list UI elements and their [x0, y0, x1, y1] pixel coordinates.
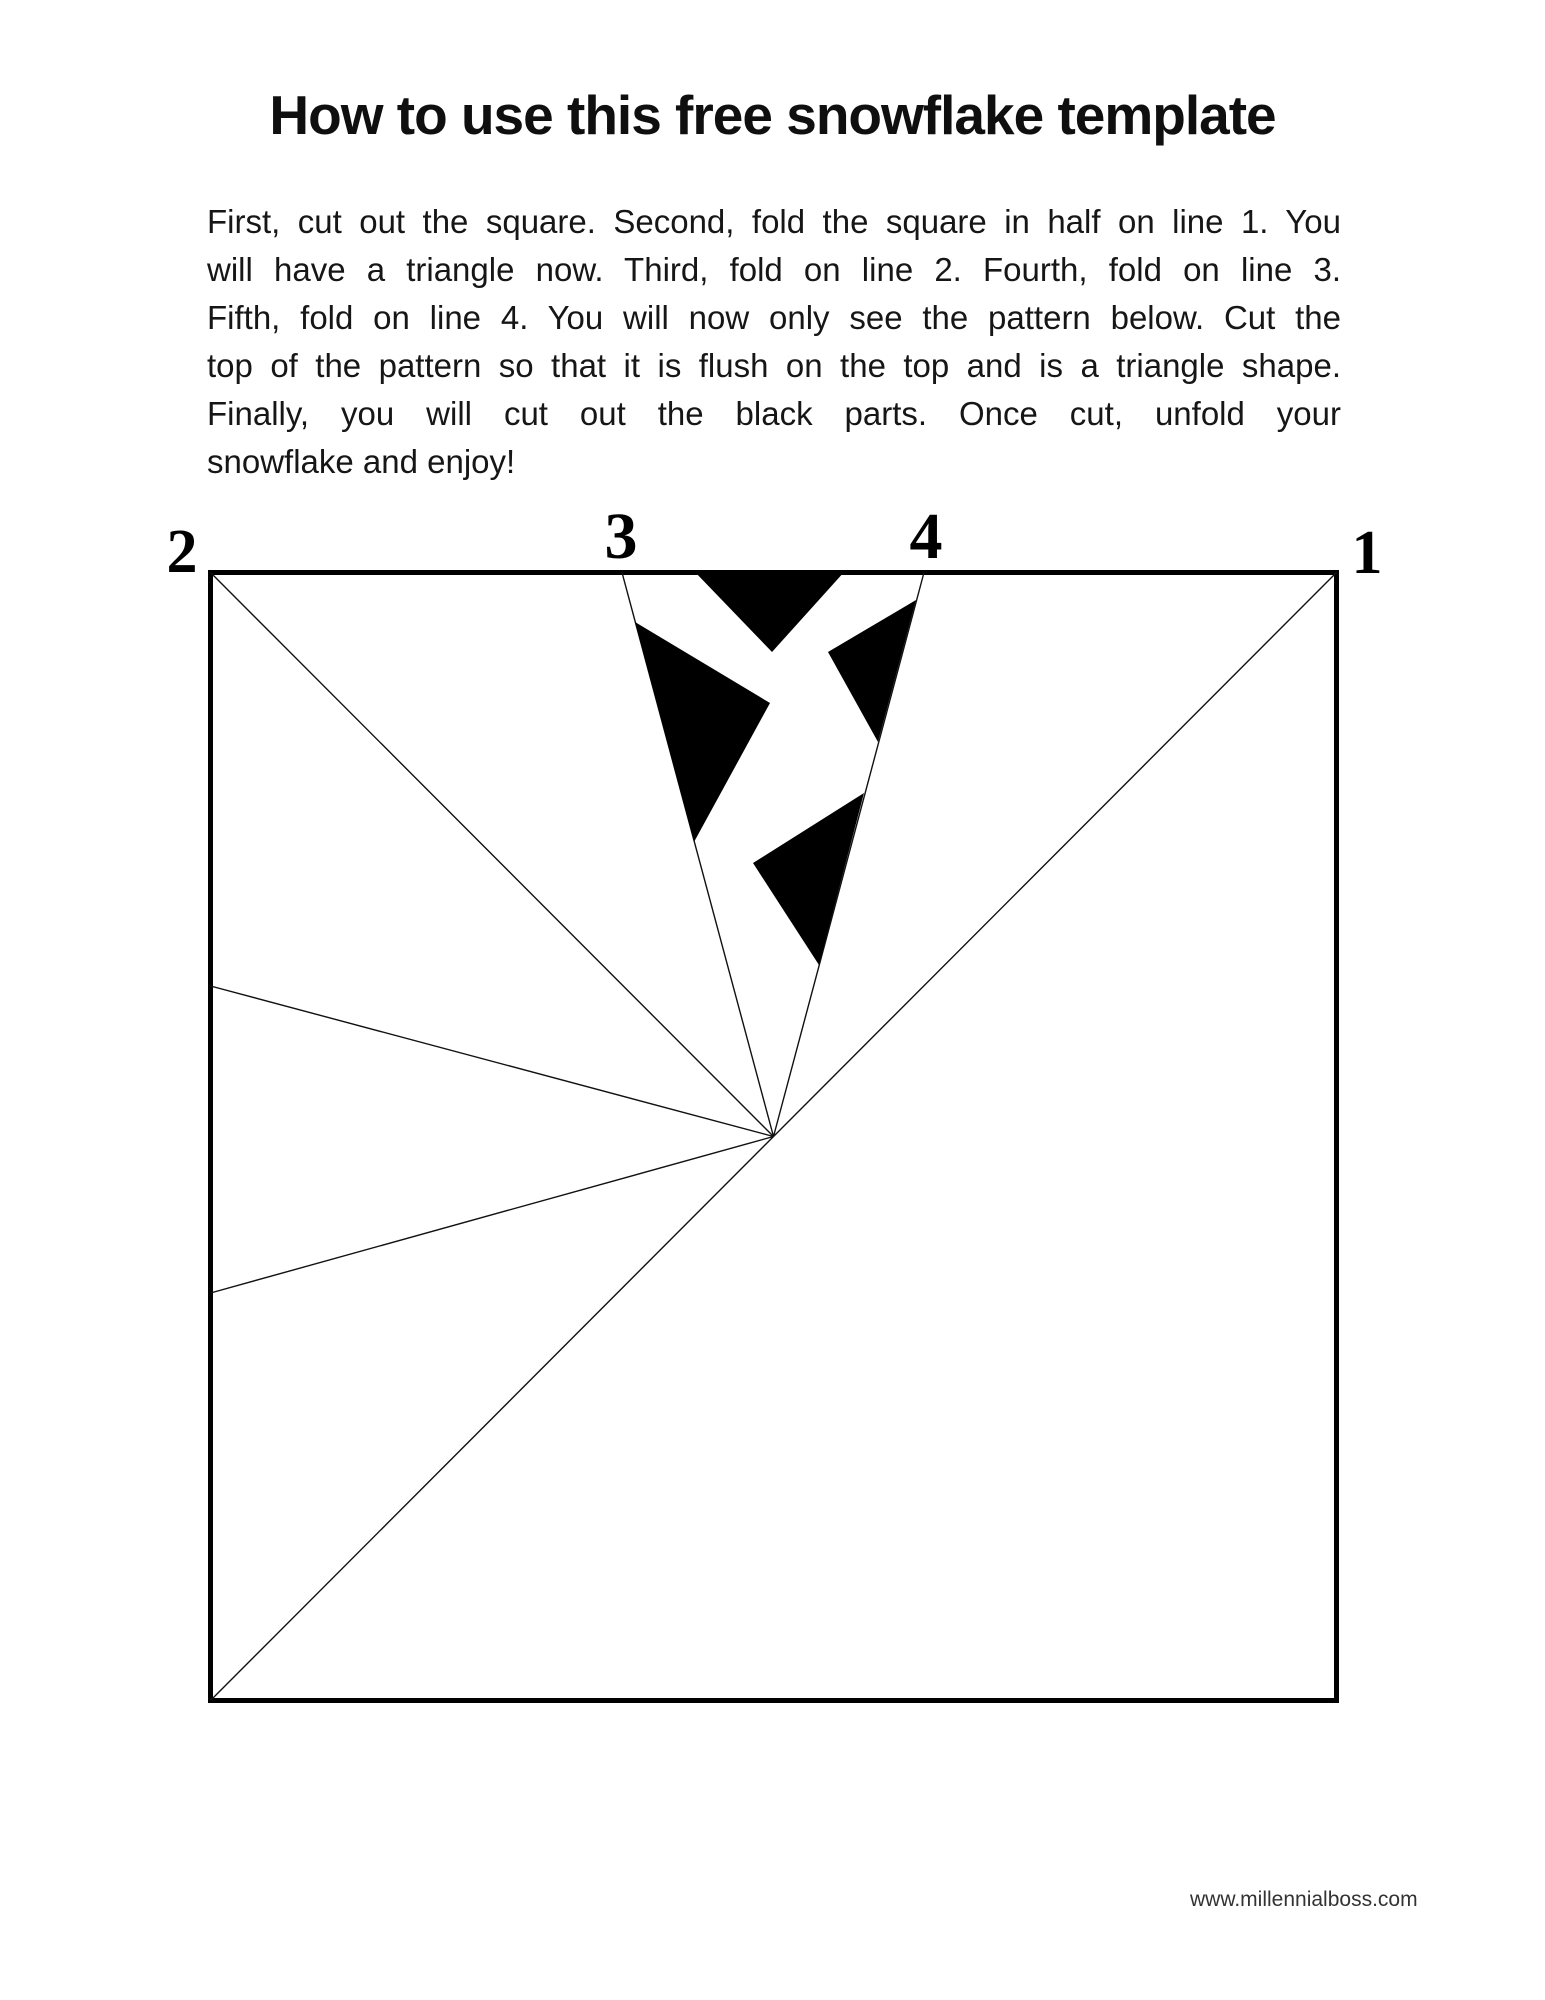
fold-line-1-lower — [211, 1137, 774, 1701]
cutout-shape-right-triangle — [828, 600, 916, 742]
instructions-line: Finally, you will cut out the black parts. Once cut, unfold your — [207, 395, 1341, 432]
instructions-line: First, cut out the square. Second, fold the square in half on line 1. You — [207, 203, 1341, 240]
label-line-2: 2 — [166, 518, 198, 586]
instructions-line: Fifth, fold on line 4. You will now only see the pattern below. Cut the — [207, 299, 1341, 336]
cutout-shape-top-triangle — [694, 571, 845, 652]
label-line-3: 3 — [604, 500, 638, 573]
page-title: How to use this free snowflake template — [269, 84, 1276, 146]
cutout-shape-left-triangle — [635, 622, 770, 842]
fold-line-left-upper — [211, 986, 774, 1137]
instructions-line: snowflake and enjoy! — [207, 443, 516, 480]
label-line-1: 1 — [1351, 519, 1383, 587]
instructions-line: top of the pattern so that it is flush on the top and is a triangle shape. — [207, 347, 1341, 384]
label-line-4: 4 — [909, 500, 943, 573]
footer-url: www.millennialboss.com — [1190, 1888, 1418, 1911]
instructions-line: will have a triangle now. Third, fold on line 2. Fourth, fold on line 3. — [207, 251, 1341, 288]
fold-line-left-lower — [211, 1137, 774, 1294]
cutout-shape-bottom-triangle — [753, 793, 864, 965]
